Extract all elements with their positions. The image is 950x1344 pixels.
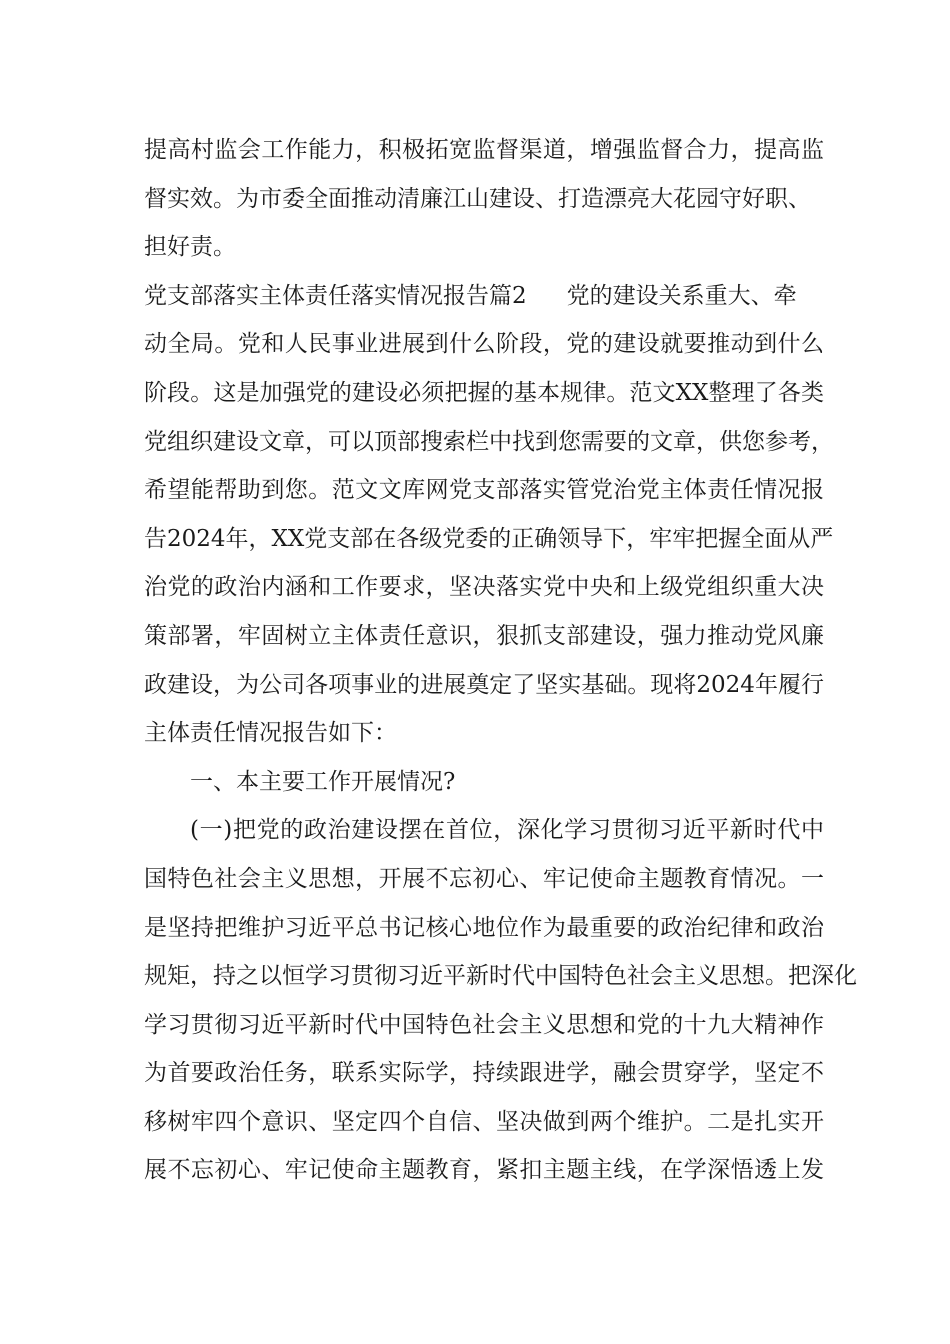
text-line: 告2024年，XX党支部在各级党委的正确领导下，牢牢把握全面从严: [144, 525, 834, 552]
text-line: 是坚持把维护习近平总书记核心地位作为最重要的政治纪律和政治: [144, 914, 824, 941]
text-line: 政建设，为公司各项事业的进展奠定了坚实基础。现将2024年履行: [144, 671, 824, 698]
text-line: 移树牢四个意识、坚定四个自信、坚决做到两个维护。二是扎实开: [144, 1108, 824, 1135]
text-line: 阶段。这是加强党的建设必须把握的基本规律。范文XX整理了各类: [144, 379, 824, 406]
text-line: 为首要政治任务，联系实际学，持续跟进学，融会贯穿学，坚定不: [144, 1060, 824, 1087]
text-line: 治党的政治内涵和工作要求，坚决落实党中央和上级党组织重大决: [144, 574, 824, 601]
text-line: 规矩，持之以恒学习贯彻习近平新时代中国特色社会主义思想。把深化: [144, 963, 857, 990]
text-line: 督实效。为市委全面推动清廉江山建设、打造漂亮大花园守好职、: [144, 185, 811, 212]
text-line: 展不忘初心、牢记使命主题教育，紧扣主题主线，在学深悟透上发: [144, 1157, 824, 1184]
text-line: [144, 272, 824, 321]
text-line: 提高村监会工作能力，积极拓宽监督渠道，增强监督合力，提高监: [144, 137, 824, 163]
article-heading: 党支部落实主体责任落实情况报告篇2: [144, 282, 527, 309]
text-line: 策部署，牢固树立主体责任意识，狠抓支部建设，强力推动党风廉: [144, 622, 824, 649]
text-line: 一、本主要工作开展情况?: [190, 768, 456, 795]
text-line: 国特色社会主义思想，开展不忘初心、牢记使命主题教育情况。一: [144, 865, 824, 892]
text-line: 希望能帮助到您。范文文库网党支部落实管党治党主体责任情况报: [144, 477, 824, 504]
text-line: 动全局。党和人民事业进展到什么阶段，党的建设就要推动到什么: [144, 331, 824, 358]
text-line: 主体责任情况报告如下：: [144, 720, 397, 747]
text-line: 学习贯彻习近平新时代中国特色社会主义思想和党的十九大精神作: [144, 1011, 824, 1038]
text-line: 担好责。: [144, 234, 236, 261]
document-body: [144, 126, 857, 1195]
text-line: 党组织建设文章，可以顶部搜索栏中找到您需要的文章，供您参考，: [144, 428, 834, 455]
paragraph-text: 党的建设关系重大、牵: [566, 282, 797, 309]
text-line: (一)把党的政治建设摆在首位，深化学习贯彻习近平新时代中: [190, 817, 824, 844]
